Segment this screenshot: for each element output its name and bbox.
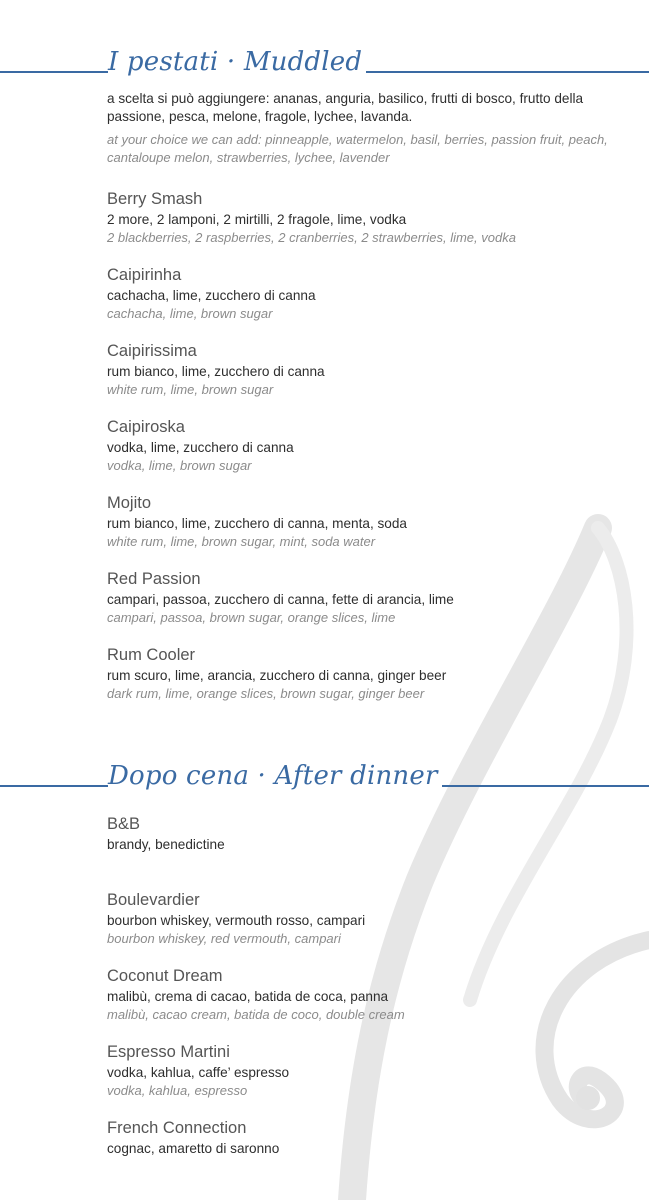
heading-rule-right	[329, 71, 649, 73]
item-ingredients-it: vodka, lime, zucchero di canna	[107, 440, 294, 455]
section-title: Dopo cena · After dinner	[108, 758, 442, 794]
intro-english: at your choice we can add: pinneapple, watermelon, basil, berries, passion fruit, peach, cantaloupe melon, strawberries, lychee, lavender	[107, 132, 608, 165]
heading-rule-left	[0, 785, 110, 787]
item-ingredients-it: cachacha, lime, zucchero di canna	[107, 288, 316, 303]
section-title: I pestati · Muddled	[108, 44, 366, 80]
menu-item	[107, 644, 627, 720]
heading-rule-left	[0, 71, 110, 73]
menu-item-list	[107, 813, 627, 1193]
section-muddled	[0, 44, 649, 701]
menu-item	[107, 568, 627, 644]
item-ingredients-it: malibù, crema di cacao, batida de coca, panna	[107, 989, 389, 1004]
section-heading	[0, 758, 649, 802]
menu-item	[107, 889, 627, 965]
menu-item	[107, 492, 627, 568]
item-name: Berry Smash	[107, 190, 203, 208]
item-name: Caipirinha	[107, 266, 182, 284]
item-ingredients-en: bourbon whiskey, red vermouth, campari	[107, 931, 341, 946]
menu-item	[107, 416, 627, 492]
menu-item-list	[107, 188, 627, 720]
item-name: Boulevardier	[107, 891, 200, 909]
item-ingredients-it: brandy, benedictine	[107, 837, 225, 852]
item-name: Caipirissima	[107, 342, 197, 360]
item-ingredients-en: white rum, lime, brown sugar	[107, 382, 274, 397]
item-ingredients-it: rum bianco, lime, zucchero di canna	[107, 364, 325, 379]
item-name: French Connection	[107, 1119, 247, 1137]
item-ingredients-en: white rum, lime, brown sugar, mint, soda water	[107, 534, 376, 549]
item-ingredients-it: rum bianco, lime, zucchero di canna, menta, soda	[107, 516, 407, 531]
menu-item	[107, 264, 627, 340]
item-ingredients-it: rum scuro, lime, arancia, zucchero di canna, ginger beer	[107, 668, 447, 683]
item-ingredients-en: vodka, kahlua, espresso	[107, 1083, 248, 1098]
item-ingredients-it: cognac, amaretto di saronno	[107, 1141, 280, 1156]
section-heading	[0, 44, 649, 88]
section-after-dinner	[0, 758, 649, 1156]
menu-item	[107, 965, 627, 1041]
item-ingredients-it: 2 more, 2 lamponi, 2 mirtilli, 2 fragole, lime, vodka	[107, 212, 407, 227]
menu-item	[107, 340, 627, 416]
item-name: Caipiroska	[107, 418, 185, 436]
menu-item	[107, 188, 627, 264]
item-ingredients-en: 2 blackberries, 2 raspberries, 2 cranberries, 2 strawberries, lime, vodka	[107, 230, 516, 245]
item-ingredients-en: cachacha, lime, brown sugar	[107, 306, 273, 321]
item-ingredients-en: dark rum, lime, orange slices, brown sugar, ginger beer	[107, 686, 425, 701]
item-name: Espresso Martini	[107, 1043, 230, 1061]
section-intro	[107, 90, 617, 167]
item-ingredients-it: bourbon whiskey, vermouth rosso, campari	[107, 913, 366, 928]
item-ingredients-en: campari, passoa, brown sugar, orange slices, lime	[107, 610, 396, 625]
item-ingredients-it: vodka, kahlua, caffe’ espresso	[107, 1065, 290, 1080]
item-ingredients-en: malibù, cacao cream, batida de coco, double cream	[107, 1007, 405, 1022]
intro-italian: a scelta si può aggiungere: ananas, anguria, basilico, frutti di bosco, frutto della passione, pesca, melone, fragole, lychee, lavanda.	[107, 91, 584, 124]
menu-item	[107, 1041, 627, 1117]
item-name: Red Passion	[107, 570, 201, 588]
item-ingredients-en: vodka, lime, brown sugar	[107, 458, 252, 473]
item-name: Rum Cooler	[107, 646, 196, 664]
menu-item	[107, 813, 627, 889]
menu-item	[107, 1117, 627, 1193]
item-ingredients-it: campari, passoa, zucchero di canna, fette di arancia, lime	[107, 592, 454, 607]
item-name: Coconut Dream	[107, 967, 223, 985]
item-name: B&B	[107, 815, 141, 833]
item-name: Mojito	[107, 494, 152, 512]
